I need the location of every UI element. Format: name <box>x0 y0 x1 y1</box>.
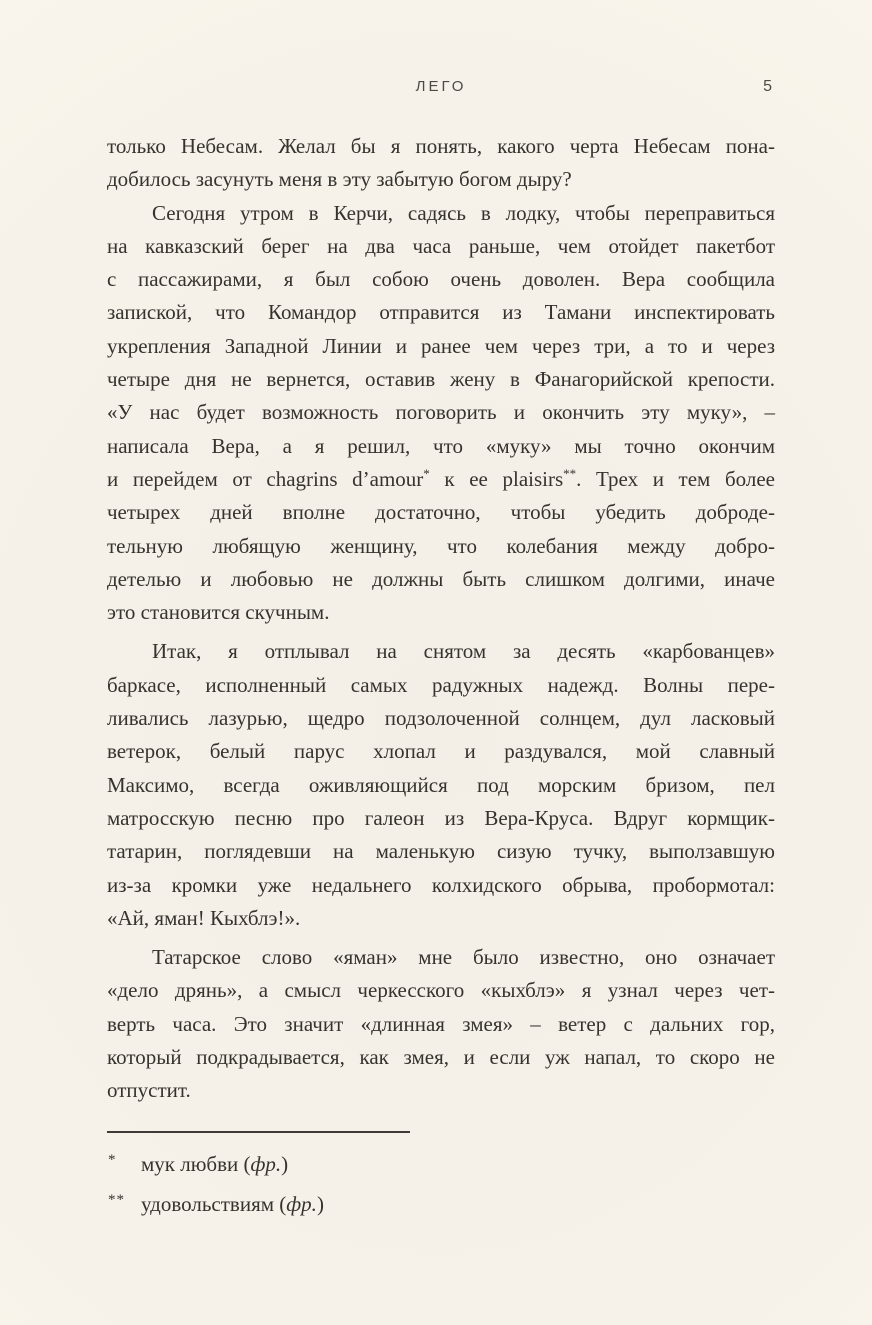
footnote-marker: * <box>108 1152 117 1168</box>
text-line: из-за кромки уже недальнего колхидского обрыва, пробормотал: <box>107 872 775 897</box>
footnotes <box>107 1144 775 1224</box>
text-line: добилось засунуть меня в эту забытую богом дыру? <box>107 167 572 192</box>
text-line: Итак, я отплывал на снятом за десять «карбованцев» <box>152 639 775 664</box>
text-line: детелью и любовью не должны быть слишком долгими, иначе <box>107 566 775 591</box>
body-text <box>107 130 775 1108</box>
text-line: написала Вера, а я решил, что «муку» мы точно окончим <box>107 433 775 458</box>
text-line: баркасе, исполненный самых радужных надежд. Волны пере- <box>107 672 775 697</box>
text-line: только Небесам. Желал бы я понять, какого черта Небесам пона- <box>107 134 775 158</box>
text-line: Сегодня утром в Керчи, садясь в лодку, чтобы переправиться <box>152 200 775 225</box>
text-line: верть часа. Это значит «длинная змея» – ветер с дальних гор, <box>107 1011 775 1036</box>
footnote-item <box>107 1144 775 1184</box>
paragraph <box>107 197 775 630</box>
text-line: татарин, поглядевши на маленькую сизую тучку, выползавшую <box>107 839 775 864</box>
text-line: запиской, что Командор отправится из Тамани инспектировать <box>107 300 775 325</box>
text-line: матросскую песню про галеон из Вера-Круса. Вдруг кормщик- <box>107 805 775 830</box>
italic-text: фр. <box>250 1152 282 1176</box>
text-line: «У нас будет возможность поговорить и окончить эту муку», – <box>107 400 775 425</box>
text-line: «Ай, яман! Кыхблэ!». <box>107 905 301 930</box>
italic-text: фр. <box>286 1192 317 1216</box>
footnote-reference-mark: ** <box>563 465 577 481</box>
text-line: четырех дней вполне достаточно, чтобы убедить доброде- <box>107 500 775 525</box>
text-line: на кавказский берег на два часа раньше, чем отойдет пакетбот <box>107 233 775 258</box>
footnote-text: удовольствиям (фр.) <box>141 1192 324 1216</box>
footnote-item <box>107 1184 775 1224</box>
paragraph <box>107 941 775 1107</box>
text-line: укрепления Западной Линии и ранее чем через три, а то и через <box>107 333 775 358</box>
text-line: ливались лазурью, щедро подзолоченной солнцем, дул ласковый <box>107 706 775 731</box>
footnote-block <box>107 1131 775 1224</box>
text-line: «дело дрянь», а смысл черкесского «кыхблэ» я узнал через чет- <box>107 978 775 1003</box>
paragraph <box>107 130 775 197</box>
footnote-text: мук любви (фр.) <box>141 1152 289 1176</box>
text-line: Татарское слово «яман» мне было известно, оно означает <box>152 945 775 970</box>
text-line: который подкрадывается, как змея, и если уж напал, то скоро не <box>107 1045 775 1070</box>
text-line: это становится скучным. <box>107 600 330 625</box>
text-line: тельную любящую женщину, что колебания между добро- <box>107 533 775 558</box>
footnote-reference-mark: * <box>423 465 430 481</box>
footnote-marker: ** <box>108 1192 125 1208</box>
page-number: 5 <box>763 78 773 95</box>
text-line: и перейдем от chagrins d’amour* к ее plaisirs**. Трех и тем более <box>107 465 775 491</box>
text-line: отпустит. <box>107 1078 191 1103</box>
text-line: четыре дня не вернется, оставив жену в Фанагорийской крепости. <box>107 367 775 392</box>
paragraph <box>107 635 775 935</box>
running-header <box>107 78 775 100</box>
page-title: ЛЕГО <box>415 78 467 95</box>
text-line: Максимо, всегда оживляющийся под морским бризом, пел <box>107 772 775 797</box>
text-line: с пассажирами, я был собою очень доволен. Вера сообщила <box>107 267 775 292</box>
footnote-separator <box>107 1131 410 1133</box>
text-line: ветерок, белый парус хлопал и раздувался, мой славный <box>107 739 775 764</box>
